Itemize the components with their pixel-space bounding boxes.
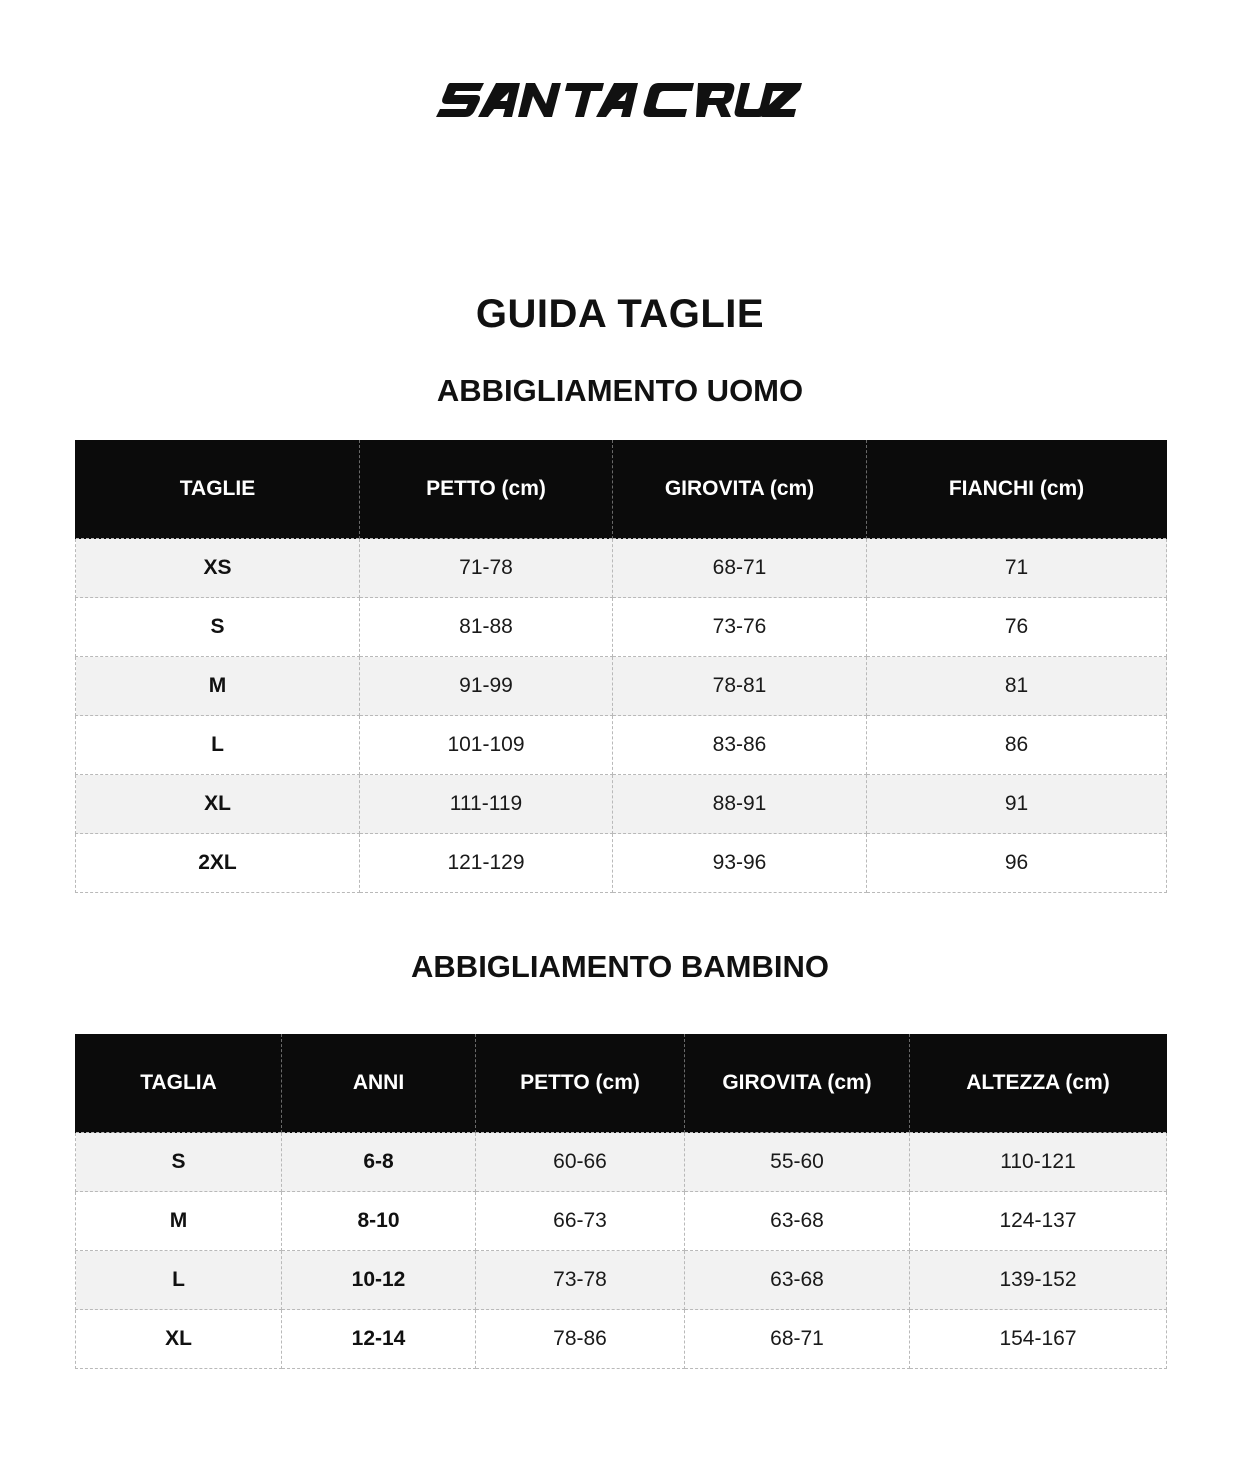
column-header: PETTO (cm) bbox=[360, 440, 613, 539]
table-row bbox=[76, 539, 1167, 598]
table-cell: 139-152 bbox=[910, 1251, 1167, 1310]
table-cell: 68-71 bbox=[685, 1310, 910, 1369]
size-cell: M bbox=[76, 1192, 282, 1251]
table-cell: 63-68 bbox=[685, 1251, 910, 1310]
age-cell: 6-8 bbox=[282, 1133, 476, 1192]
table-cell: 83-86 bbox=[613, 716, 867, 775]
table-header-row bbox=[76, 1034, 1167, 1133]
table-cell: 66-73 bbox=[476, 1192, 685, 1251]
table-cell: 76 bbox=[867, 598, 1167, 657]
column-header: ANNI bbox=[282, 1034, 476, 1133]
table-cell: 71 bbox=[867, 539, 1167, 598]
size-cell: XS bbox=[76, 539, 360, 598]
table-cell: 78-86 bbox=[476, 1310, 685, 1369]
size-cell: XL bbox=[76, 775, 360, 834]
table-row bbox=[76, 716, 1167, 775]
table-cell: 63-68 bbox=[685, 1192, 910, 1251]
page-title: GUIDA TAGLIE bbox=[475, 292, 765, 336]
table-row bbox=[76, 1133, 1167, 1192]
table-cell: 73-78 bbox=[476, 1251, 685, 1310]
column-header: FIANCHI (cm) bbox=[867, 440, 1167, 539]
column-header: GIROVITA (cm) bbox=[613, 440, 867, 539]
table-row bbox=[76, 775, 1167, 834]
size-cell: XL bbox=[76, 1310, 282, 1369]
table-row bbox=[76, 1251, 1167, 1310]
size-cell: S bbox=[76, 1133, 282, 1192]
table-cell: 60-66 bbox=[476, 1133, 685, 1192]
size-cell: L bbox=[76, 1251, 282, 1310]
table-row bbox=[76, 1310, 1167, 1369]
column-header: ALTEZZA (cm) bbox=[910, 1034, 1167, 1133]
kids-size-table bbox=[75, 1034, 1167, 1369]
santa-cruz-logo bbox=[436, 80, 802, 120]
table-cell: 73-76 bbox=[613, 598, 867, 657]
size-cell: S bbox=[76, 598, 360, 657]
column-header: TAGLIE bbox=[76, 440, 360, 539]
men-section-title: ABBIGLIAMENTO UOMO bbox=[436, 373, 804, 408]
table-cell: 86 bbox=[867, 716, 1167, 775]
column-header: GIROVITA (cm) bbox=[685, 1034, 910, 1133]
table-header-row bbox=[76, 440, 1167, 539]
table-cell: 154-167 bbox=[910, 1310, 1167, 1369]
table-row bbox=[76, 1192, 1167, 1251]
size-cell: L bbox=[76, 716, 360, 775]
men-size-table bbox=[75, 440, 1167, 893]
table-cell: 101-109 bbox=[360, 716, 613, 775]
age-cell: 10-12 bbox=[282, 1251, 476, 1310]
column-header: TAGLIA bbox=[76, 1034, 282, 1133]
table-cell: 93-96 bbox=[613, 834, 867, 893]
table-row bbox=[76, 834, 1167, 893]
table-cell: 91 bbox=[867, 775, 1167, 834]
size-cell: M bbox=[76, 657, 360, 716]
kids-section-title: ABBIGLIAMENTO BAMBINO bbox=[411, 949, 829, 984]
table-cell: 111-119 bbox=[360, 775, 613, 834]
table-cell: 81-88 bbox=[360, 598, 613, 657]
table-cell: 68-71 bbox=[613, 539, 867, 598]
table-cell: 78-81 bbox=[613, 657, 867, 716]
table-cell: 88-91 bbox=[613, 775, 867, 834]
table-row bbox=[76, 657, 1167, 716]
table-cell: 124-137 bbox=[910, 1192, 1167, 1251]
table-cell: 96 bbox=[867, 834, 1167, 893]
table-row bbox=[76, 598, 1167, 657]
table-cell: 110-121 bbox=[910, 1133, 1167, 1192]
table-cell: 55-60 bbox=[685, 1133, 910, 1192]
table-cell: 81 bbox=[867, 657, 1167, 716]
age-cell: 12-14 bbox=[282, 1310, 476, 1369]
column-header: PETTO (cm) bbox=[476, 1034, 685, 1133]
table-cell: 71-78 bbox=[360, 539, 613, 598]
age-cell: 8-10 bbox=[282, 1192, 476, 1251]
table-cell: 91-99 bbox=[360, 657, 613, 716]
size-cell: 2XL bbox=[76, 834, 360, 893]
table-cell: 121-129 bbox=[360, 834, 613, 893]
